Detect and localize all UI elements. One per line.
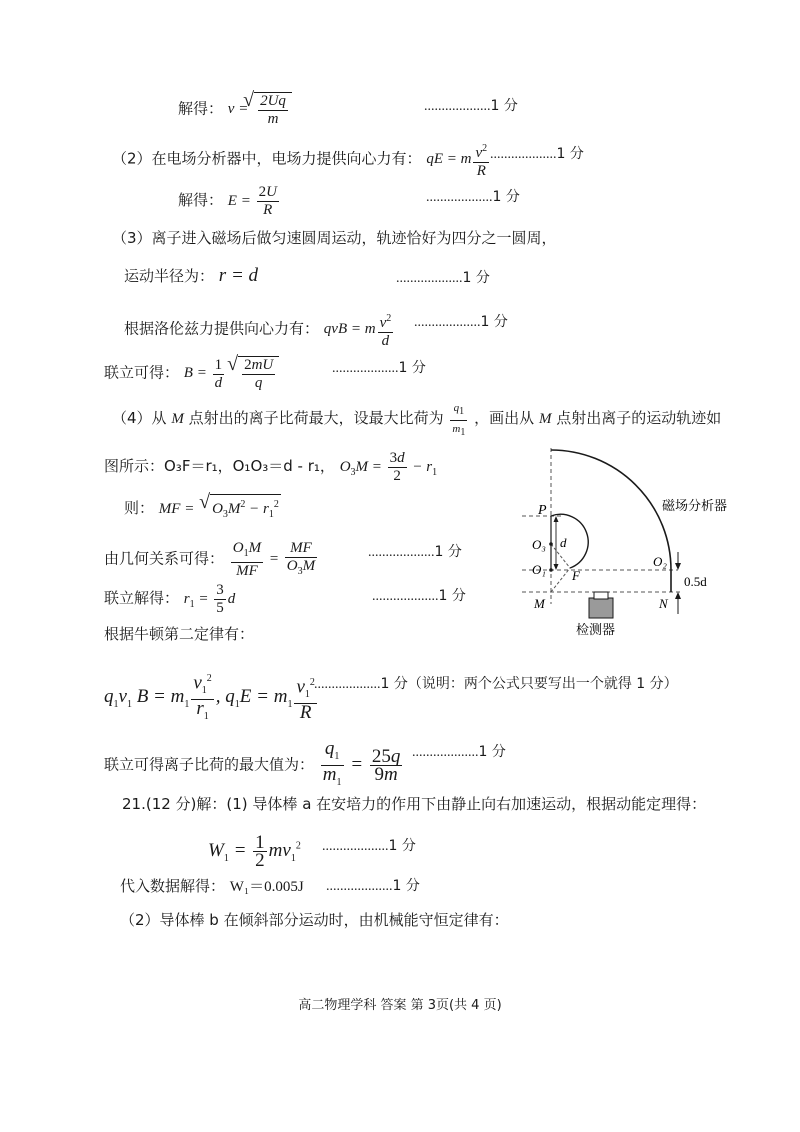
solution-line-qE xyxy=(112,140,491,180)
label-detector: 检测器 xyxy=(576,623,616,638)
equation-r1: $r_1$ = $\frac{3}{5}$ d xyxy=(183,582,236,616)
solution-line-r1: 联立解得： $r_1$ = $\frac{3}{5}$ d xyxy=(104,582,236,616)
equation-O3M: $O_3M$ = $\frac{3d}{2}$ − $r_1$ xyxy=(339,450,438,484)
equation-MF: MF = √ $O_3M^2 - r_1^2$ xyxy=(159,501,281,517)
score-9: ...................1 分（说明：两个公式只要写出一个就得 1 分） xyxy=(314,676,678,692)
score-5: ...................1 分 xyxy=(414,314,508,330)
solution-line-W1 xyxy=(208,834,301,869)
score-6: ...................1 分 xyxy=(332,360,426,376)
equation-v: v = √ $\frac{2Uq}{m}$ xyxy=(228,101,292,117)
label-gap: 0.5d xyxy=(684,574,707,589)
label: 运动半径为： xyxy=(124,267,215,285)
solution-line-b: （2）导体棒 b 在倾斜部分运动时，由机械能守恒定律有： xyxy=(120,911,509,929)
equation-E: E = $\frac{2U}{R}$ xyxy=(227,184,277,218)
magnetic-analyzer-figure xyxy=(518,446,778,646)
equation-ratio: $\frac{O_1M}{MF}$ = $\frac{MF}{O_3M}$ xyxy=(232,540,316,579)
label: 解得： xyxy=(178,190,224,209)
label: 联立可得： xyxy=(104,363,180,382)
solution-line-v xyxy=(178,92,292,128)
score-3: ...................1 分 xyxy=(426,189,520,205)
equation-qE: qE = m $\frac{v^2}{R}$ xyxy=(426,151,491,167)
note: （说明：两个公式只要写出一个就得 1 分） xyxy=(407,676,678,692)
detector xyxy=(589,598,613,618)
solution-line-newton-eq xyxy=(104,670,319,725)
solution-line-3: （3）离子进入磁场后做匀速圆周运动，轨迹恰好为四分之一圆周， xyxy=(112,229,557,247)
equation-newton: $q_1v_1$ $B = m_1$ $\frac{v_1^2}{r_1}$ , $q_1E = m_1$ $\frac{v_1^2}{R}$ xyxy=(104,686,319,707)
score-8: ...................1 分 xyxy=(372,588,466,604)
question-21-line: 21.(12 分)解：(1) 导体棒 a 在安培力的作用下由静止向右加速运动，根据动能定理得： xyxy=(122,795,707,813)
solution-line-qvB xyxy=(124,310,395,350)
label-N: N xyxy=(659,596,668,611)
score-10: ...................1 分 xyxy=(412,744,506,760)
equation-qvB: qvB = m $\frac{v^2}{d}$ xyxy=(324,321,395,337)
ion-trajectory xyxy=(551,514,588,568)
label: （2）在电场分析器中，电场力提供向心力有： xyxy=(112,149,422,168)
solution-line-E xyxy=(178,184,281,219)
solution-line-W1-value: 代入数据解得： W₁＝0.005J xyxy=(120,877,304,895)
score-12: ...................1 分 xyxy=(326,878,420,894)
solution-line-MF: 则： MF = √ $O_3M^2 - r_1^2$ xyxy=(124,494,281,525)
label: 解得： xyxy=(178,99,224,118)
equation-B: B = $\frac{1}{d}$ √ $\frac{2mU}{q}$ xyxy=(184,365,279,381)
solution-line-geometry: 图所示：O₃F＝r₁，O₁O₃＝d - r₁， $O_3M$ = $\frac{3d}{2}$ − $r_1$ xyxy=(104,450,438,484)
equation-r: r = d xyxy=(218,265,259,286)
label-O1: O₁ xyxy=(532,562,546,577)
label: 根据洛伦兹力提供向心力有： xyxy=(124,319,320,338)
score-2: ...................1 分 xyxy=(490,146,584,162)
label-d: d xyxy=(560,535,567,550)
solution-line-4: （4）从 M 点射出的离子比荷最大，设最大比荷为 $\frac{q_1}{m_1}$ ，画出从 M 点射出离子的运动轨迹如 xyxy=(112,402,722,439)
page-footer: 高二物理学科 答案 第 3页(共 4 页) xyxy=(298,998,502,1013)
score-4: ...................1 分 xyxy=(396,270,490,286)
analyzer-arc xyxy=(551,450,671,592)
solution-line-max-ratio: 联立可得离子比荷的最大值为： $\frac{q_1}{m_1}$ = $\frac{25q}{9m}$ xyxy=(104,740,404,791)
solution-line-B xyxy=(104,356,279,392)
label-P: P xyxy=(538,503,547,518)
equation-W1: $W_1$ = $\frac{1}{2}$ $mv_1^2$ xyxy=(208,832,301,871)
label-field: 磁场分析器 xyxy=(662,499,728,514)
label-F: F xyxy=(572,568,580,583)
equation-max-ratio: $\frac{q_1}{m_1}$ = $\frac{25q}{9m}$ xyxy=(322,738,401,788)
score-7: ...................1 分 xyxy=(368,544,462,560)
solution-line-r xyxy=(124,266,258,286)
solution-line-newton: 根据牛顿第二定律有： xyxy=(104,625,255,643)
label-M: M xyxy=(534,596,545,611)
label-O3: O₃ xyxy=(532,537,546,552)
score-1: ...................1 分 xyxy=(424,98,518,114)
solution-line-ratio: 由几何关系可得： $\frac{O_1M}{MF}$ = $\frac{MF}{O_3M}$ xyxy=(104,540,319,580)
score-11: ...................1 分 xyxy=(322,838,416,854)
label-O2: O₂ xyxy=(653,554,667,569)
